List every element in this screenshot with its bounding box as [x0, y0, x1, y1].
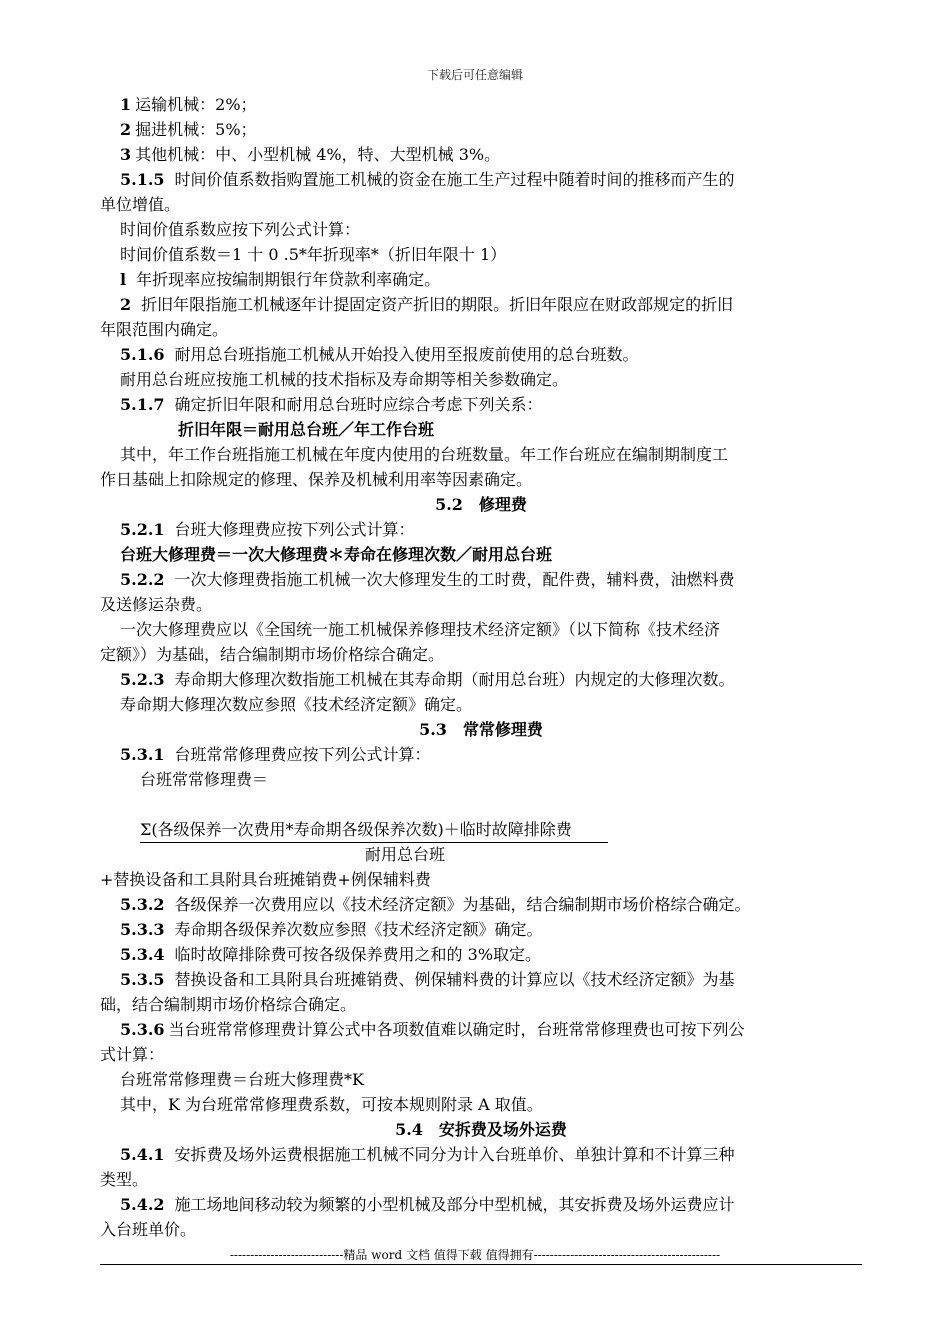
- clause-5-2-2: 5.2.2 一次大修理费指施工机械一次大修理发生的工时费，配件费，辅料费，油燃料费: [120, 570, 735, 589]
- formula-k: 台班常常修理费＝台班大修理费*K: [120, 1070, 364, 1089]
- spacer: [100, 792, 862, 817]
- section-heading-5-3: 5.3 常常修理费: [419, 720, 543, 739]
- clause-5-2-2-cont: 及送修运杂费。: [100, 595, 213, 614]
- clause-5-3-3: 5.3.3 寿命期各级保养次数应参照《技术经济定额》确定。: [120, 920, 543, 939]
- paragraph-cont: 作日基础上扣除规定的修理、保养及机械利用率等因素确定。: [100, 470, 533, 489]
- clause-5-1-7: 5.1.7 确定折旧年限和耐用总台班时应综合考虑下列关系：: [120, 395, 543, 414]
- document-body: [100, 92, 862, 1242]
- clause-5-3-5: 5.3.5 替换设备和工具附具台班摊销费、例保辅料费的计算应以《技术经济定额》为基: [120, 970, 735, 989]
- clause-5-4-1: 5.4.1 安拆费及场外运费根据施工机械不同分为计入台班单价、单独计算和不计算三种: [120, 1145, 735, 1164]
- section-heading-5-2: 5.2 修理费: [435, 495, 527, 514]
- note-2-cont: 年限范围内确定。: [100, 320, 229, 339]
- formula-major-repair: 台班大修理费＝一次大修理费＊寿命在修理次数／耐用总台班: [120, 545, 553, 564]
- section-heading-5-4: 5.4 安拆费及场外运费: [395, 1120, 567, 1139]
- paragraph: 其中，K 为台班常常修理费系数，可按本规则附录 A 取值。: [120, 1095, 543, 1114]
- clause-5-1-5: 5.1.5 时间价值系数指购置施工机械的资金在施工生产过程中随着时间的推移而产生的: [120, 170, 735, 189]
- clause-5-3-5-cont: 础，结合编制期市场价格综合确定。: [100, 995, 357, 1014]
- clause-5-3-6: 5.3.6 当台班常常修理费计算公式中各项数值难以确定时，台班常常修理费也可按下列公: [120, 1020, 745, 1039]
- clause-5-3-1: 5.3.1 台班常常修理费应按下列公式计算：: [120, 745, 431, 764]
- paragraph: 寿命期大修理次数应参照《技术经济定额》确定。: [120, 695, 473, 714]
- note-2: 2 折旧年限指施工机械逐年计提固定资产折旧的期限。折旧年限应在财政部规定的折旧: [120, 295, 734, 314]
- note-1: l 年折现率应按编制期银行年贷款利率确定。: [120, 270, 441, 289]
- page-footer: ----------------------------精品 word 文档 值得下载 值得拥有----------------------------------------------: [229, 1248, 721, 1262]
- clause-5-1-5-cont: 单位增值。: [100, 195, 181, 214]
- paragraph: 耐用总台班应按施工机械的技术指标及寿命期等相关参数确定。: [120, 370, 569, 389]
- paragraph-cont: 定额》）为基础，结合编制期市场价格综合确定。: [100, 645, 445, 664]
- formula-regular-lhs: 台班常常修理费＝: [140, 770, 269, 789]
- clause-5-3-2: 5.3.2 各级保养一次费用应以《技术经济定额》为基础，结合编制期市场价格综合确定。: [120, 895, 751, 914]
- clause-5-4-2: 5.4.2 施工场地间移动较为频繁的小型机械及部分中型机械，其安拆费及场外运费应计: [120, 1195, 735, 1214]
- clause-5-2-3: 5.2.3 寿命期大修理次数指施工机械在其寿命期（耐用总台班）内规定的大修理次数。: [120, 670, 735, 689]
- footer-divider: [100, 1264, 862, 1265]
- formula-denominator: 耐用总台班: [365, 845, 446, 864]
- clause-5-3-4: 5.3.4 临时故障排除费可按各级保养费用之和的 3%取定。: [120, 945, 542, 964]
- formula-regular-tail: +替换设备和工具附具台班摊销费+例保辅料费: [100, 870, 431, 889]
- clause-5-2-1: 5.2.1 台班大修理费应按下列公式计算：: [120, 520, 415, 539]
- formula-time-value: 时间价值系数＝1 十 0 .5*年折现率*（折旧年限十 1）: [120, 245, 507, 264]
- formula-numerator: Σ(各级保养一次费用*寿命期各级保养次数)＋临时故障排除费: [100, 817, 862, 842]
- clause-5-1-6: 5.1.6 耐用总台班指施工机械从开始投入使用至报废前使用的总台班数。: [120, 345, 639, 364]
- clause-5-4-1-cont: 类型。: [100, 1170, 149, 1189]
- paragraph: 时间价值系数应按下列公式计算：: [120, 220, 361, 239]
- list-item: 1 运输机械：2%；: [120, 95, 257, 114]
- clause-5-3-6-cont: 式计算：: [100, 1045, 165, 1064]
- list-item: 3 其他机械：中、小型机械 4%，特、大型机械 3%。: [120, 145, 501, 164]
- paragraph: 其中，年工作台班指施工机械在年度内使用的台班数量。年工作台班应在编制期制度工: [120, 445, 729, 464]
- clause-5-4-2-cont: 入台班单价。: [100, 1220, 197, 1239]
- formula-depreciation: 折旧年限＝耐用总台班／年工作台班: [178, 420, 435, 439]
- paragraph: 一次大修理费应以《全国统一施工机械保养修理技术经济定额》（以下简称《技术经济: [120, 620, 721, 639]
- page-header: 下载后可任意编辑: [426, 68, 523, 82]
- list-item: 2 掘进机械：5%；: [120, 120, 257, 139]
